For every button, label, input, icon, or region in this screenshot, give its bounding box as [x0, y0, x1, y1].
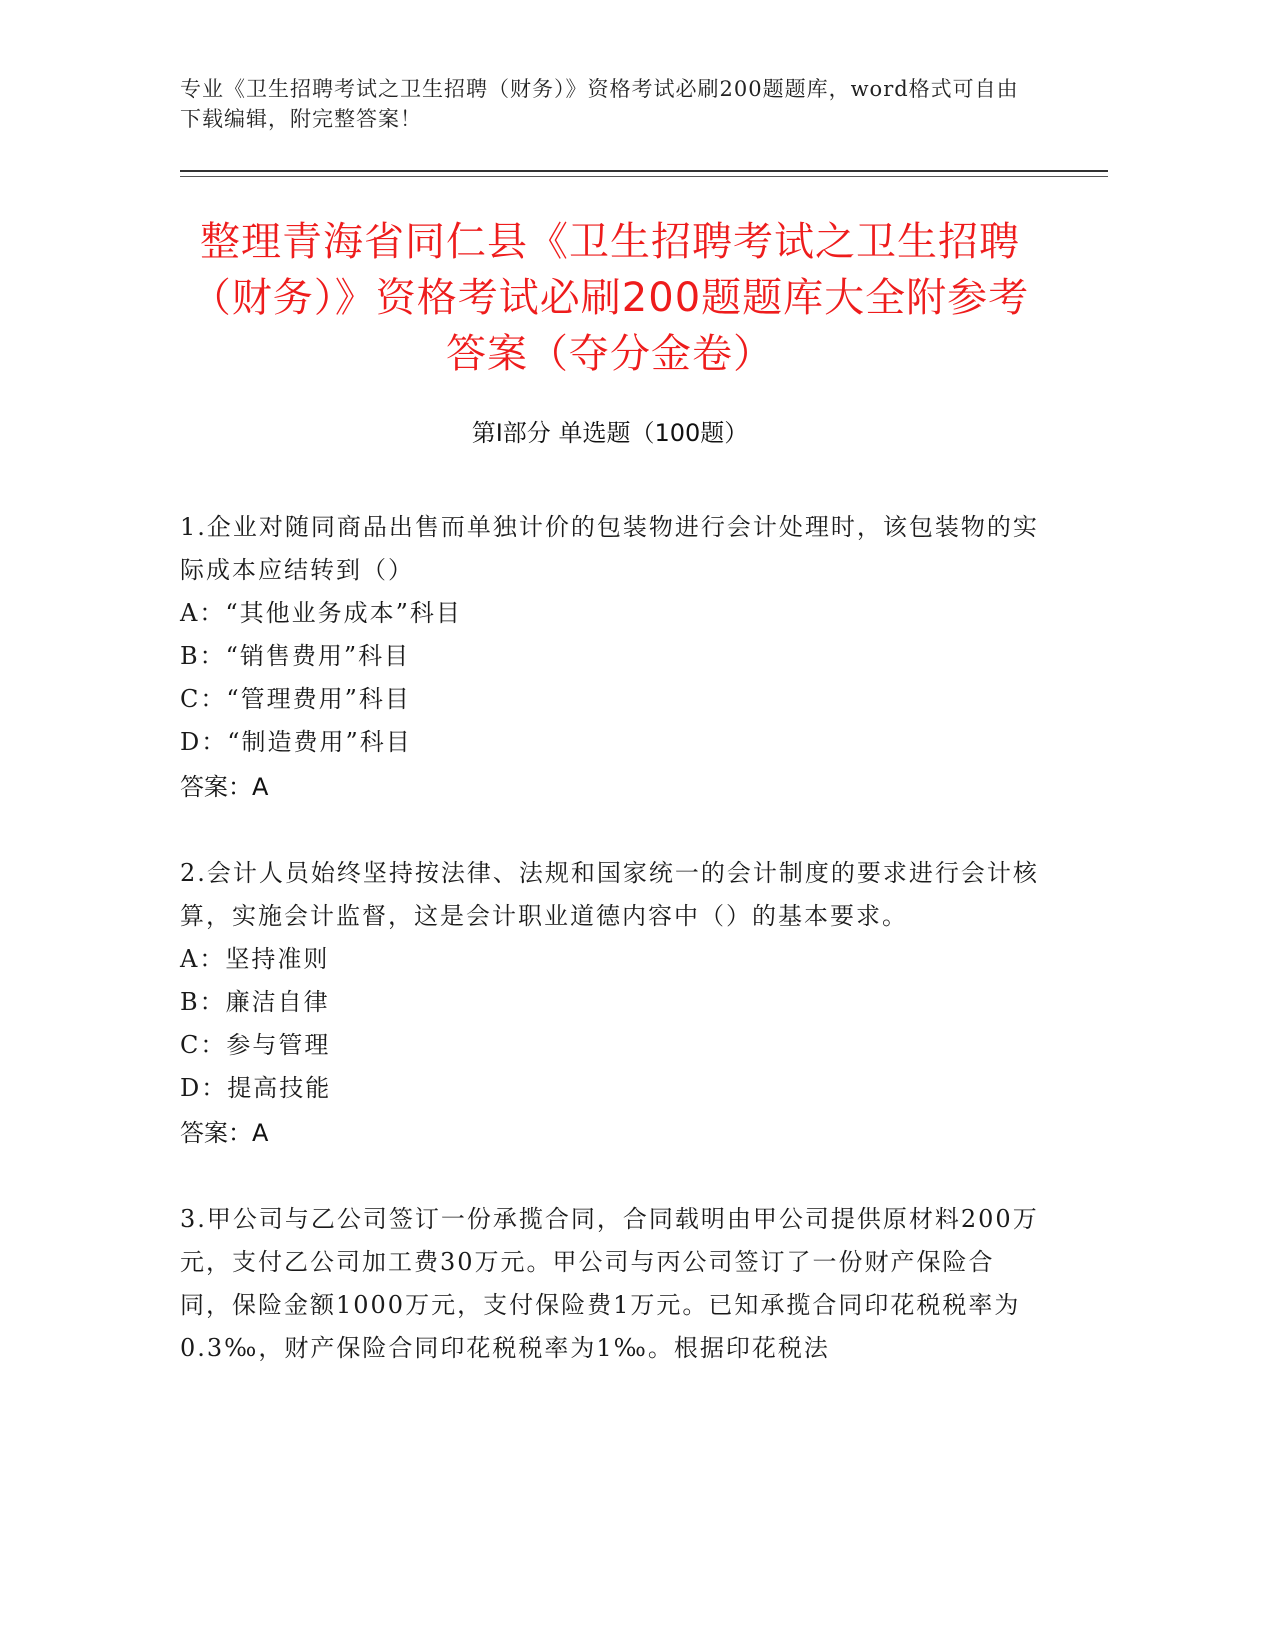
document-title: 整理青海省同仁县《卫生招聘考试之卫生招聘（财务）》资格考试必刷200题题库大全附参考答案（夺分金卷）: [190, 219, 1030, 377]
option-d: D：提高技能: [180, 1074, 332, 1102]
question-3: [180, 1198, 1040, 1370]
option-d: D：“制造费用”科目: [180, 728, 412, 756]
option-b: B：廉洁自律: [180, 988, 330, 1016]
question-stem: 2.会计人员始终坚持按法律、法规和国家统一的会计制度的要求进行会计核算，实施会计监督，这是会计职业道德内容中（）的基本要求。: [180, 859, 1039, 930]
option-c: C：参与管理: [180, 1031, 331, 1059]
question-2: [180, 852, 1040, 1156]
question-stem: 3.甲公司与乙公司签订一份承揽合同，合同载明由甲公司提供原材料200万元，支付乙公司加工费30万元。甲公司与丙公司签订了一份财产保险合同，保险金额1000万元，支付保险费1万元。已知承揽合同印花税税率为0.3‰，财产保险合同印花税税率为1‰。根据印花税法: [180, 1205, 1039, 1362]
header-divider-thin: [180, 176, 1108, 177]
option-a: A：“其他业务成本”科目: [180, 599, 462, 627]
section-title: 第Ⅰ部分 单选题（100题）: [471, 419, 749, 447]
option-b: B：“销售费用”科目: [180, 642, 411, 670]
answer: 答案：A: [180, 1119, 269, 1147]
answer: 答案：A: [180, 773, 269, 801]
option-c: C：“管理费用”科目: [180, 685, 411, 713]
question-1: [180, 506, 1040, 810]
question-list: [180, 506, 1040, 1412]
header-divider-thick: [180, 170, 1108, 172]
header-note: 专业《卫生招聘考试之卫生招聘（财务）》资格考试必刷200题题库，word格式可自由下载编辑，附完整答案！: [180, 77, 1019, 131]
option-a: A：坚持准则: [180, 945, 330, 973]
question-stem: 1.企业对随同商品出售而单独计价的包装物进行会计处理时，该包装物的实际成本应结转到（）: [180, 513, 1039, 584]
